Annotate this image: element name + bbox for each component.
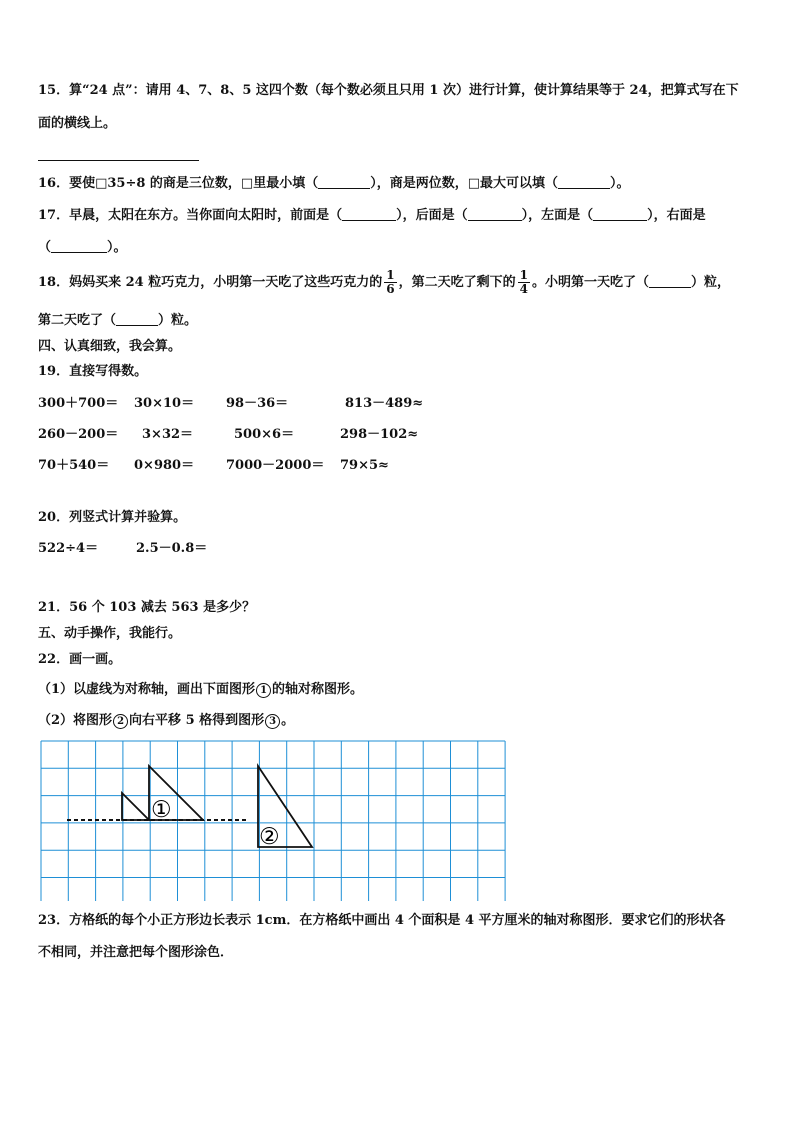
- calc-item: 0×980＝: [134, 458, 195, 473]
- fraction-one-sixth: [384, 269, 396, 296]
- q17-text-1: 17．早晨，太阳在东方。当你面向太阳时，前面是（: [38, 208, 343, 223]
- section-5-heading: 五、动手操作，我能行。: [38, 626, 182, 641]
- q18-line2: [38, 313, 197, 329]
- calc-item: 500×6＝: [234, 427, 295, 442]
- q16-text-3: ）。: [610, 176, 630, 191]
- shape-1-small-triangle: [122, 793, 149, 820]
- q19-title: 19．直接写得数。: [38, 364, 148, 379]
- calc-item: 3×32＝: [142, 427, 194, 442]
- q23-line1: 23．方格纸的每个小正方形边长表示 1cm．在方格纸中画出 4 个面积是 4 平方厘米的轴对称图形．要求它们的形状各: [38, 913, 726, 928]
- q17-blank-1[interactable]: [342, 208, 396, 221]
- calc-item: 298－102≈: [340, 427, 419, 442]
- q17-line2: [38, 240, 127, 256]
- q17-text-4: ），右面是: [647, 208, 706, 223]
- q22-sub2: [38, 713, 294, 729]
- q15-answer-line[interactable]: [38, 160, 199, 161]
- calc-item: 813－489≈: [345, 396, 424, 411]
- shape-1-label: ①: [151, 797, 172, 823]
- q16-blank-2[interactable]: [558, 176, 610, 189]
- q22-sub2-text-c: 。: [281, 713, 295, 728]
- q22-sub1: [38, 682, 363, 698]
- q21: 21．56 个 103 减去 563 是多少？: [38, 600, 256, 615]
- q17-text-5: （: [38, 240, 52, 255]
- q18-blank-2[interactable]: [116, 313, 158, 326]
- q22-sub2-text-b: 向右平移 5 格得到图形: [129, 713, 265, 728]
- q16: [38, 176, 630, 192]
- q18-text-6: ）粒。: [158, 313, 198, 328]
- circled-number-3: 3: [265, 714, 280, 729]
- calc-item: 30×10＝: [134, 396, 195, 411]
- q17-blank-4[interactable]: [51, 240, 107, 253]
- calc-item: 79×5≈: [340, 458, 389, 473]
- circled-number-1: 1: [256, 683, 271, 698]
- fraction-denominator: 4: [519, 282, 528, 296]
- calc-item: 300＋700＝: [38, 396, 119, 411]
- circled-number-2: 2: [113, 714, 128, 729]
- q22-title: 22．画一画。: [38, 652, 122, 667]
- q15-line1: 15．算“24 点”：请用 4、7、8、5 这四个数（每个数必须且只用 1 次）进行计算，使计算结果等于 24，把算式写在下: [38, 83, 739, 98]
- q18-text-5: 第二天吃了（: [38, 313, 117, 328]
- q22-sub1-text-b: 的轴对称图形。: [272, 682, 364, 697]
- q17-text-6: ）。: [107, 240, 127, 255]
- fraction-numerator: 1: [386, 268, 395, 282]
- q20-title: 20．列竖式计算并验算。: [38, 510, 187, 525]
- q16-text-2: ），商是两位数，□最大可以填（: [370, 176, 559, 191]
- q23-line2: 不相同，并注意把每个图形涂色．: [38, 945, 234, 960]
- q16-blank-1[interactable]: [318, 176, 370, 189]
- fraction-one-fourth: [518, 269, 530, 296]
- q22-sub2-text-a: （2）将图形: [38, 713, 113, 728]
- calc-item: 2.5－0.8＝: [136, 541, 208, 556]
- q16-text-1: 16．要使□35÷8 的商是三位数，□里最小填（: [38, 176, 319, 191]
- shape-2-label: ②: [259, 824, 280, 850]
- q18-text-4: ）粒，: [690, 275, 730, 290]
- q22-sub1-text-a: （1）以虚线为对称轴，画出下面图形: [38, 682, 256, 697]
- q18-line1: [38, 268, 730, 298]
- q17-text-3: ），左面是（: [521, 208, 594, 223]
- q18-text-1: 18．妈妈买来 24 粒巧克力，小明第一天吃了这些巧克力的: [38, 275, 383, 290]
- q18-text-2: ，第二天吃了剩下的: [398, 275, 516, 290]
- fraction-denominator: 6: [386, 282, 395, 296]
- q17-text-2: ），后面是（: [396, 208, 468, 223]
- q18-text-3: 。小明第一天吃了（: [531, 275, 649, 290]
- calc-item: 7000－2000＝: [226, 458, 325, 473]
- fraction-numerator: 1: [519, 268, 528, 282]
- calc-item: 70＋540＝: [38, 458, 110, 473]
- square-grid[interactable]: [40, 740, 506, 901]
- calc-item: 260－200＝: [38, 427, 119, 442]
- calc-item: 98－36＝: [226, 396, 289, 411]
- q17-blank-3[interactable]: [593, 208, 647, 221]
- section-4-heading: 四、认真细致，我会算。: [38, 339, 182, 354]
- q18-blank-1[interactable]: [649, 275, 691, 288]
- q15-line2: 面的横线上。: [38, 116, 117, 131]
- q17-blank-2[interactable]: [468, 208, 522, 221]
- calc-item: 522÷4＝: [38, 541, 99, 556]
- q17-line1: [38, 208, 706, 224]
